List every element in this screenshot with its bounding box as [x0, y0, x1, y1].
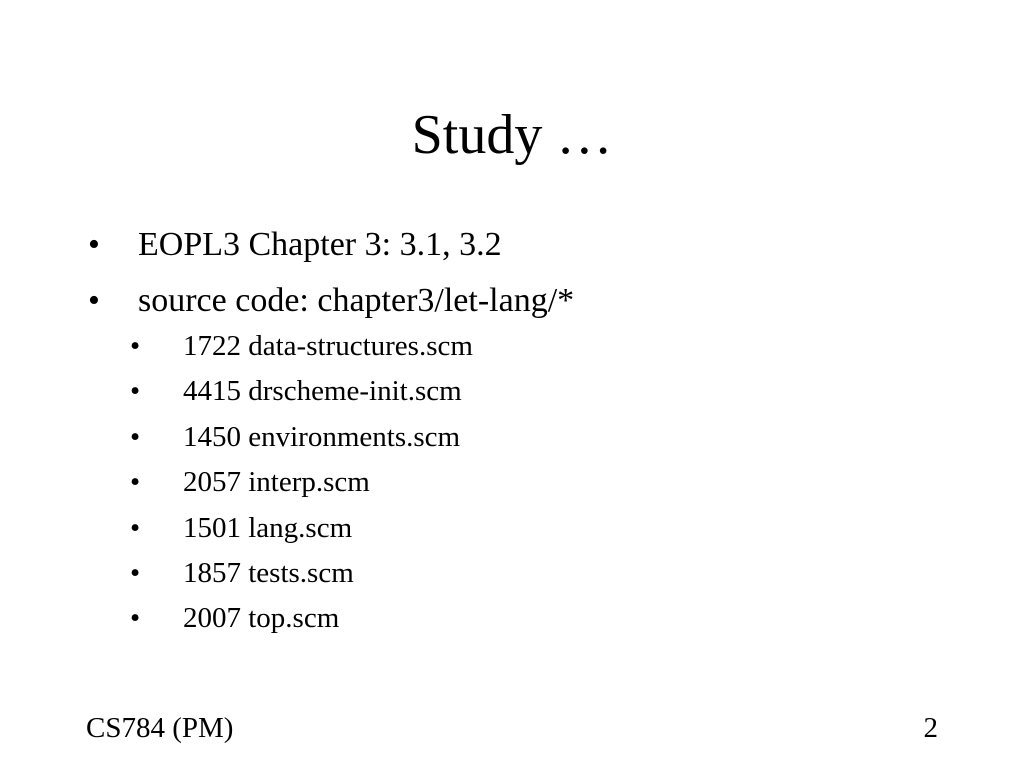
- list-item-text: source code: chapter3/let-lang/*: [138, 282, 575, 319]
- sub-list-item-text: 2007 top.scm: [183, 602, 340, 635]
- bullet-icon: •: [130, 420, 141, 453]
- sub-list-item-text: 1450 environments.scm: [183, 420, 461, 453]
- footer-page-number: 2: [923, 712, 938, 744]
- bullet-icon: •: [130, 556, 141, 589]
- list-item: [88, 220, 574, 276]
- sub-list-item-text: 1722 data-structures.scm: [183, 330, 473, 362]
- sub-list-item-text: 1501 lang.scm: [183, 511, 353, 544]
- sub-list-item: [130, 508, 473, 553]
- sub-list-item: [130, 326, 473, 371]
- bullet-icon: •: [130, 466, 141, 499]
- sub-list-item: [130, 598, 473, 643]
- sub-list-item: [130, 417, 473, 462]
- bullet-icon: •: [88, 282, 100, 319]
- list-item: [88, 276, 574, 332]
- sub-list-item-text: 4415 drscheme-init.scm: [183, 375, 462, 408]
- bullet-icon: •: [130, 511, 141, 544]
- bullet-list: [88, 220, 574, 332]
- sub-bullet-list: [130, 326, 473, 644]
- slide-title: Study …: [411, 104, 613, 166]
- bullet-icon: •: [88, 226, 100, 263]
- list-item-text: EOPL3 Chapter 3: 3.1, 3.2: [138, 226, 502, 263]
- bullet-icon: •: [130, 375, 141, 408]
- footer-course: CS784 (PM): [86, 712, 234, 744]
- sub-list-item: [130, 553, 473, 598]
- sub-list-item: [130, 371, 473, 416]
- sub-list-item-text: 1857 tests.scm: [183, 556, 354, 589]
- bullet-icon: •: [130, 602, 141, 635]
- sub-list-item-text: 2057 interp.scm: [183, 466, 370, 499]
- sub-list-item: [130, 462, 473, 507]
- bullet-icon: •: [130, 330, 141, 362]
